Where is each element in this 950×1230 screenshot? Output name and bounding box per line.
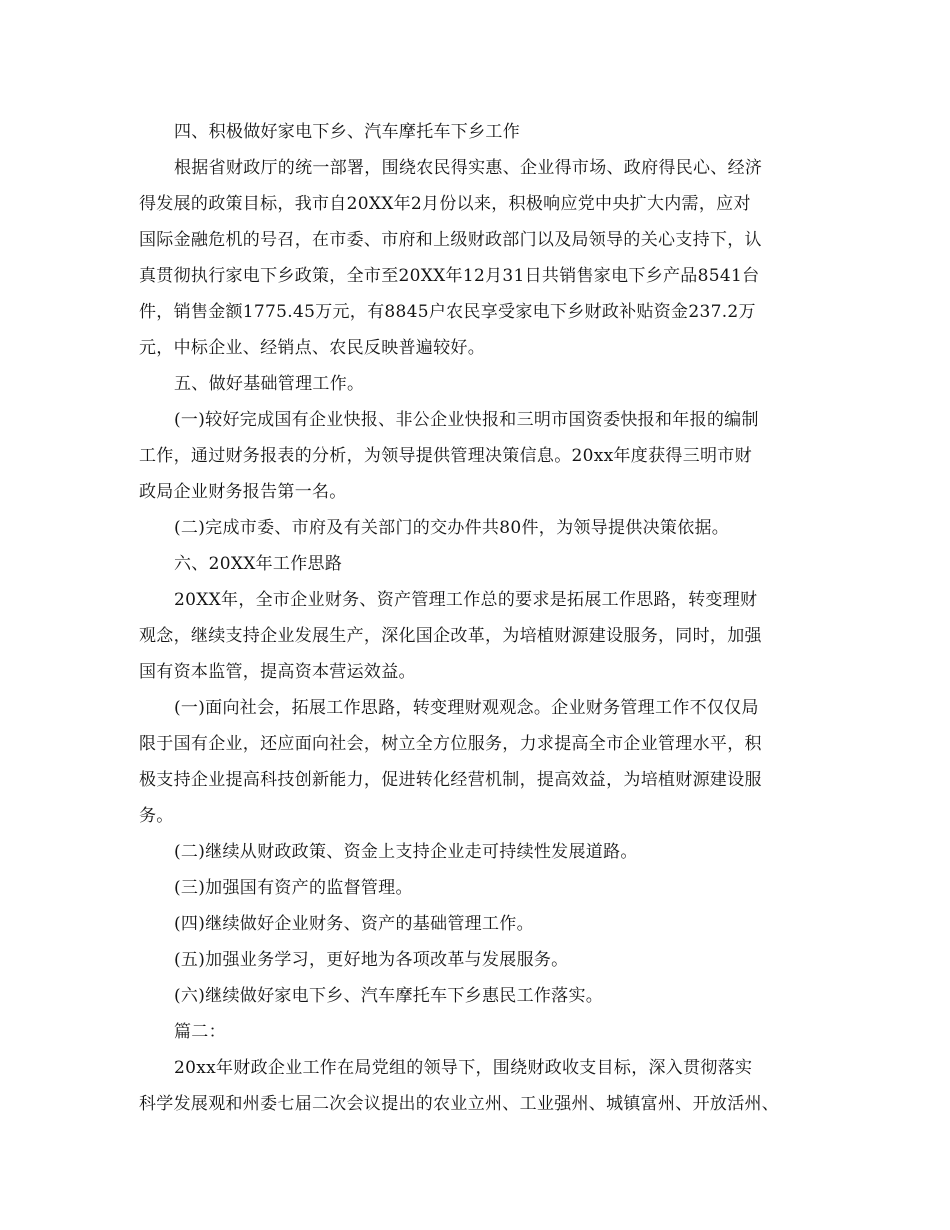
paragraph-line: 科学发展观和州委七届二次会议提出的农业立州、工业强州、城镇富州、开放活州、 xyxy=(139,1094,780,1114)
paragraph-line: 限于国有企业，还应面向社会，树立全方位服务，力求提高全市企业管理水平，积 xyxy=(139,734,762,754)
paragraph-line: (一)较好完成国有企业快报、非公企业快报和三明市国资委快报和年报的编制 xyxy=(174,410,759,430)
paragraph-line: 20xx年财政企业工作在局党组的领导下，围绕财政收支目标，深入贯彻落实 xyxy=(174,1058,753,1078)
heading-section-5: 五、做好基础管理工作。 xyxy=(174,374,365,394)
paragraph-line: (一)面向社会，拓展工作思路，转变理财观观念。企业财务管理工作不仅仅局 xyxy=(174,698,759,718)
heading-section-6: 六、20XX年工作思路 xyxy=(174,554,343,574)
list-item: (三)加强国有资产的监督管理。 xyxy=(174,878,413,898)
paragraph-line: 工作，通过财务报表的分析，为领导提供管理决策信息。20xx年度获得三明市财 xyxy=(139,446,752,466)
paragraph-line: 极支持企业提高科技创新能力，促进转化经营机制，提高效益，为培植财源建设服 xyxy=(139,770,762,790)
paragraph-line: 观念，继续支持企业发展生产，深化国企改革，为培植财源建设服务，同时，加强 xyxy=(139,626,762,646)
list-item: (六)继续做好家电下乡、汽车摩托车下乡惠民工作落实。 xyxy=(174,986,604,1006)
paragraph-line: 国有资本监管，提高资本营运效益。 xyxy=(139,662,416,682)
paragraph-line: 20XX年，全市企业财务、资产管理工作总的要求是拓展工作思路，转变理财 xyxy=(174,590,758,610)
paragraph-line: (二)完成市委、市府及有关部门的交办件共80件，为领导提供决策依据。 xyxy=(174,518,730,538)
list-item: (二)继续从财政政策、资金上支持企业走可持续性发展道路。 xyxy=(174,842,638,862)
paragraph-line: 根据省财政厅的统一部署，围绕农民得实惠、企业得市场、政府得民心、经济 xyxy=(174,158,763,178)
paragraph-line: 件，销售金额1775.45万元，有8845户农民享受家电下乡财政补贴资金237.2万 xyxy=(139,302,756,322)
list-item: (四)继续做好企业财务、资产的基础管理工作。 xyxy=(174,914,534,934)
heading-section-4: 四、积极做好家电下乡、汽车摩托车下乡工作 xyxy=(174,122,520,142)
paragraph-line: 政局企业财务报告第一名。 xyxy=(139,482,347,502)
paragraph-line: 务。 xyxy=(139,806,174,826)
heading-part-2: 篇二： xyxy=(174,1022,226,1042)
paragraph-line: 真贯彻执行家电下乡政策，全市至20XX年12月31日共销售家电下乡产品8541台 xyxy=(139,266,760,286)
paragraph-line: 得发展的政策目标，我市自20XX年2月份以来，积极响应党中央扩大内需，应对 xyxy=(139,194,751,214)
list-item: (五)加强业务学习，更好地为各项改革与发展服务。 xyxy=(174,950,569,970)
paragraph-line: 元，中标企业、经销点、农民反映普遍较好。 xyxy=(139,338,485,358)
paragraph-line: 国际金融危机的号召，在市委、市府和上级财政部门以及局领导的关心支持下，认 xyxy=(139,230,762,250)
